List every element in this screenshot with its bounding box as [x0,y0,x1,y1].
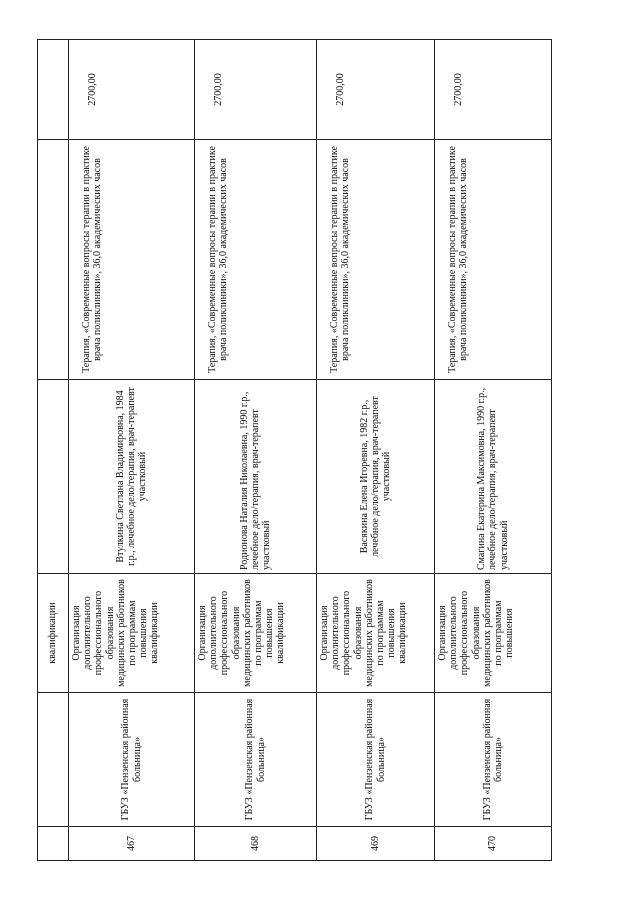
specialist-info: Васякина Елена Игоревна, 1982 г.р., лечебное дело/терапия, врач-терапевт участковый [317,380,435,574]
continuation-row [38,40,69,861]
price: 2700,00 [69,40,195,140]
institution-type: Организация дополнительного профессионального образования медицинских работников по программам повышения квалификации [317,574,435,693]
price: 2700,00 [195,40,317,140]
specialist-info: Смагина Екатерина Максимовна, 1990 г.р., лечебное дело/терапия, врач-терапевт участковый [435,380,552,574]
continuation-program-cell [38,140,69,380]
header-continuation: квалификации [38,574,69,693]
training-program: Терапия, «Современные вопросы терапии в практике врача поликлиники», 36,0 академических часов [195,140,317,380]
row-number: 467 [69,827,195,861]
continuation-price-cell [38,40,69,140]
organization-name: ГБУЗ «Пензенская районная больница» [435,693,552,827]
continuation-num-cell [38,827,69,861]
institution-type: Организация дополнительного профессионального образования медицинских работников по программам повышения [435,574,552,693]
specialist-info: Втулкина Светлана Владимировна, 1984 г.р., лечебное дело/терапия, врач-терапевт участковый [69,380,195,574]
row-number: 469 [317,827,435,861]
organization-name: ГБУЗ «Пензенская районная больница» [317,693,435,827]
institution-type: Организация дополнительного профессионального образования медицинских работников по программам повышения квалификации [195,574,317,693]
organization-name: ГБУЗ «Пензенская районная больница» [195,693,317,827]
row-number: 470 [435,827,552,861]
procurement-table [37,39,552,861]
organization-name: ГБУЗ «Пензенская районная больница» [69,693,195,827]
training-program: Терапия, «Современные вопросы терапии в практике врача поликлиники», 36,0 академических часов [435,140,552,380]
continuation-person-cell [38,380,69,574]
institution-type: Организация дополнительного профессионального образования медицинских работников по программам повышения квалификации [69,574,195,693]
training-program: Терапия, «Современные вопросы терапии в практике врача поликлиники», 36,0 академических часов [317,140,435,380]
specialist-info: Родионова Наталия Николаевна, 1990 г.р., лечебное дело/терапия, врач-терапевт участковый [195,380,317,574]
rotated-page [37,40,551,861]
table-row [69,40,195,861]
training-program: Терапия, «Современные вопросы терапии в практике врача поликлиники», 36,0 академических часов [69,140,195,380]
continuation-org-cell [38,693,69,827]
table-row [195,40,317,861]
table-row [317,40,435,861]
table-row [435,40,552,861]
row-number: 468 [195,827,317,861]
price: 2700,00 [317,40,435,140]
price: 2700,00 [435,40,552,140]
